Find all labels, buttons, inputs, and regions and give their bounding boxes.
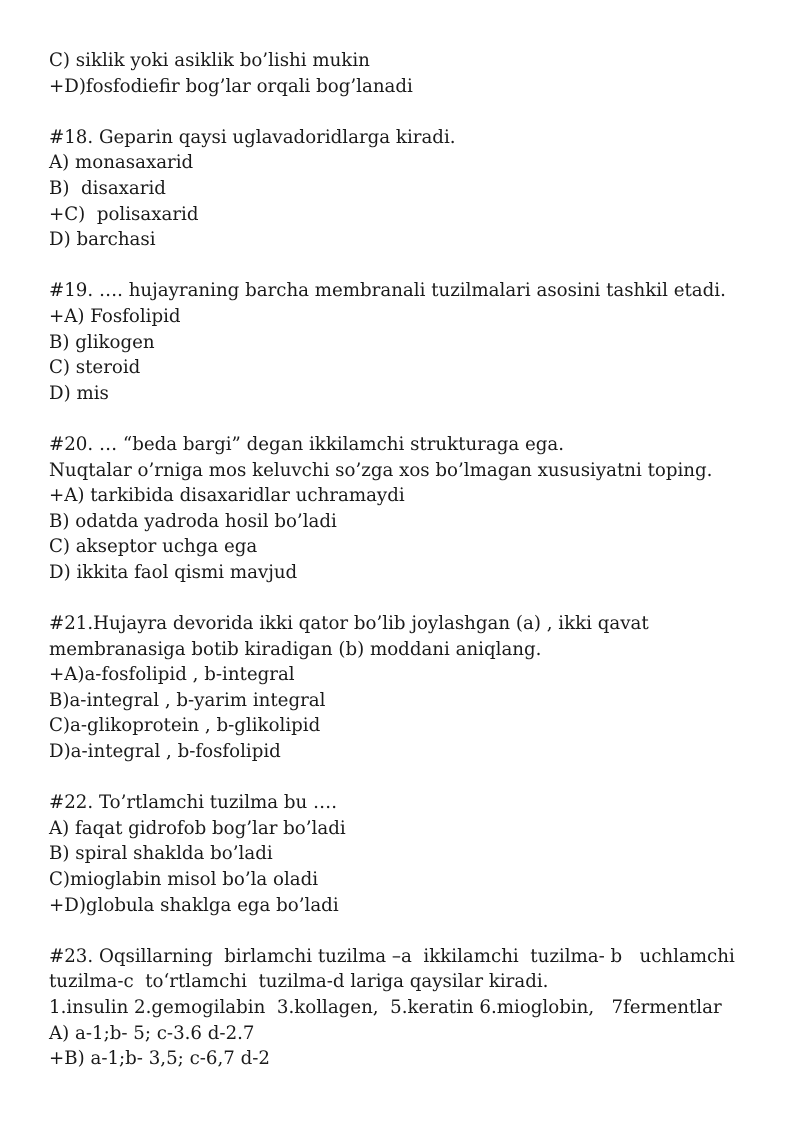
option-d: D) mis [49, 382, 109, 404]
option-d: D) ikkita faol qismi mavjud [49, 561, 298, 583]
option-b: B) disaxarid [49, 177, 166, 199]
spacer [49, 99, 769, 125]
option-b-correct: +B) a-1;b- 3,5; c-6,7 d-2 [49, 1048, 270, 1070]
question-instruction: Nuqtalar o’rniga mos keluvchi so’zga xos bo’lmagan xususiyatni toping. [49, 459, 713, 481]
question-text: #20. … “beda bargi” degan ikkilamchi strukturaga ega. [49, 433, 564, 455]
question-18 [49, 125, 769, 253]
option-a: A) monasaxarid [49, 152, 194, 174]
option-a: A) faqat gidrofob bog’lar bo’ladi [49, 817, 346, 839]
option-c-correct: +C) polisaxarid [49, 203, 199, 225]
spacer [49, 585, 769, 611]
option-b: B) odatda yadroda hosil bo’ladi [49, 510, 337, 532]
option-b: B) glikogen [49, 331, 155, 353]
question-21 [49, 611, 769, 765]
option-c: C)mioglabin misol bo’la oladi [49, 869, 319, 890]
spacer [49, 918, 769, 944]
option-c: C) akseptor uchga ega [49, 536, 258, 558]
question-text-line2: tuzilma-c to‘rtlamchi tuzilma-d lariga qaysilar kiradi. [49, 971, 549, 993]
option-d: D) barchasi [49, 229, 156, 251]
option-c: C)a-glikoprotein , b-glikolipid [49, 715, 321, 737]
question-20 [49, 432, 769, 586]
spacer [49, 253, 769, 279]
option-a: A) a-1;b- 5; c-3.6 d-2.7 [49, 1022, 255, 1044]
question-text: #22. To’rtlamchi tuzilma bu …. [49, 792, 338, 814]
document-page [49, 48, 769, 1072]
option-d: D)a-integral , b-fosfolipid [49, 741, 281, 763]
question-text-line2: membranasiga botib kiradigan (b) moddani aniqlang. [49, 638, 542, 660]
option-a-correct: +A) Fosfolipid [49, 305, 181, 327]
items-list: 1.insulin 2.gemogilabin 3.kollagen, 5.keratin 6.mioglobin, 7fermentlar [49, 996, 722, 1018]
question-17-tail [49, 48, 769, 99]
question-22 [49, 790, 769, 918]
option-c: C) siklik yoki asiklik bo’lishi mukin [49, 50, 370, 71]
spacer [49, 406, 769, 432]
question-19 [49, 278, 769, 406]
option-b: B)a-integral , b-yarim integral [49, 689, 326, 711]
question-text-line1: #21.Hujayra devorida ikki qator bo’lib joylashgan (a) , ikki qavat [49, 613, 649, 635]
option-b: B) spiral shaklda bo’ladi [49, 843, 273, 865]
option-a-correct: +A) tarkibida disaxaridlar uchramaydi [49, 485, 405, 507]
question-text: #19. …. hujayraning barcha membranali tuzilmalari asosini tashkil etadi. [49, 280, 726, 302]
option-a-correct: +A)a-fosfolipid , b-integral [49, 664, 295, 686]
question-text: #18. Geparin qaysi uglavadoridlarga kiradi. [49, 126, 456, 148]
option-d-correct: +D)globula shaklga ega bo’ladi [49, 894, 339, 916]
question-23 [49, 944, 769, 1072]
option-c: C) steroid [49, 357, 141, 379]
spacer [49, 765, 769, 791]
option-d-correct: +D)fosfodiefir bog’lar orqali bog’lanadi [49, 75, 413, 97]
question-text-line1: #23. Oqsillarning birlamchi tuzilma –a ikkilamchi tuzilma- b uchlamchi [49, 945, 735, 967]
